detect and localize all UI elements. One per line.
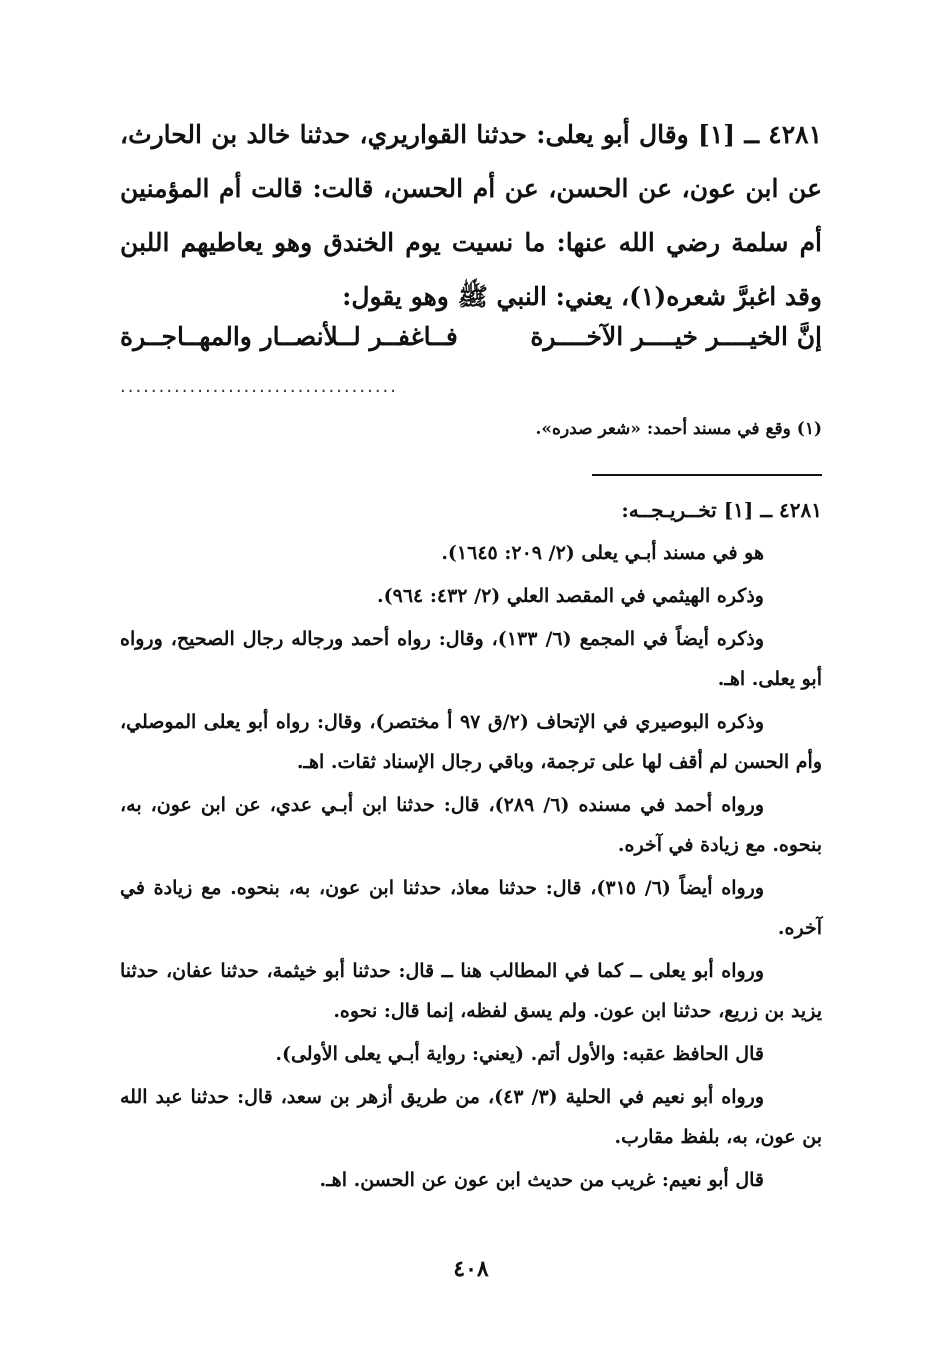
takhrij-paragraph: وذكره البوصيري في الإتحاف (٢/ق ٩٧ أ مختصر)، وقال: رواه أبو يعلى الموصلي، وأم الحسن لم أقف لها على ترجمة، وباقي رجال الإسناد ثقات. اهـ. — [120, 711, 822, 773]
page-number: ٤٠٨ — [453, 1256, 489, 1282]
hadith-text: ٤٢٨١ ــ [١] وقال أبو يعلى: حدثنا القواريري، حدثنا خالد بن الحارث، عن ابن عون، عن الحسن، عن أم الحسن، قالت: قالت أم المؤمنين أم سلمة رضي الله عنها: ما نسيت يوم الخندق وهو يعاطيهم اللبن وقد اغبرَّ شعره(١)، يعني: النبي ﷺ وهو يقول: — [120, 120, 822, 311]
takhrij-heading: ٤٢٨١ ــ [١] تخــريـجــه: — [621, 498, 822, 522]
takhrij-paragraph: وذكره الهيثمي في المقصد العلي (٢/ ٤٣٢: ٩٦٤). — [377, 585, 764, 607]
takhrij-paragraph: ورواه أيضاً (٦/ ٣١٥)، قال: حدثنا معاذ، حدثنا ابن عون، به، بنحوه. مع زيادة في آخره. — [120, 877, 822, 939]
takhrij-paragraph: ورواه أبو يعلى ــ كما في المطالب هنا ــ قال: حدثنا أبو خيثمة، حدثنا عفان، حدثنا يزيد بن زريع، حدثنا ابن عون. ولم يسق لفظه، إنما قال: نحوه. — [120, 960, 822, 1022]
takhrij-section — [120, 490, 822, 1203]
takhrij-paragraph: ورواه أحمد في مسنده (٦/ ٢٨٩)، قال: حدثنا ابن أبـي عدي، عن ابن عون، به، بنحوه. مع زيادة في آخره. — [120, 794, 822, 856]
dotted-separator: .................................... — [120, 376, 398, 397]
takhrij-paragraph: هو في مسند أبـي يعلى (٢/ ٢٠٩: ١٦٤٥). — [441, 542, 764, 564]
verse-second-hemistich: فــاغفــر لــلأنصــار والمهــاجــرة — [120, 322, 458, 351]
horizontal-rule — [592, 474, 822, 476]
verse-first-hemistich: إنَّ الخيــــر خيــــر الآخــــرة — [530, 322, 822, 351]
takhrij-paragraph: وذكره أيضاً في المجمع (٦/ ١٣٣)، وقال: رواه أحمد ورجاله رجال الصحيح، ورواه أبو يعلى. اهـ. — [120, 628, 822, 690]
hadith-text-block — [120, 108, 822, 324]
takhrij-paragraph: قال أبو نعيم: غريب من حديث ابن عون عن الحسن. اهـ. — [319, 1169, 764, 1191]
takhrij-paragraph: قال الحافظ عقبه: والأول أتم. (يعني: رواية أبـي يعلى الأولى). — [275, 1043, 764, 1065]
footnote: (١) وقع في مسند أحمد: «شعر صدره». — [535, 419, 822, 439]
poetry-verse — [120, 318, 822, 368]
takhrij-paragraph: ورواه أبو نعيم في الحلية (٣/ ٤٣)، من طريق أزهر بن سعد، قال: حدثنا عبد الله بن عون، به، بلفظ مقارب. — [120, 1086, 822, 1148]
